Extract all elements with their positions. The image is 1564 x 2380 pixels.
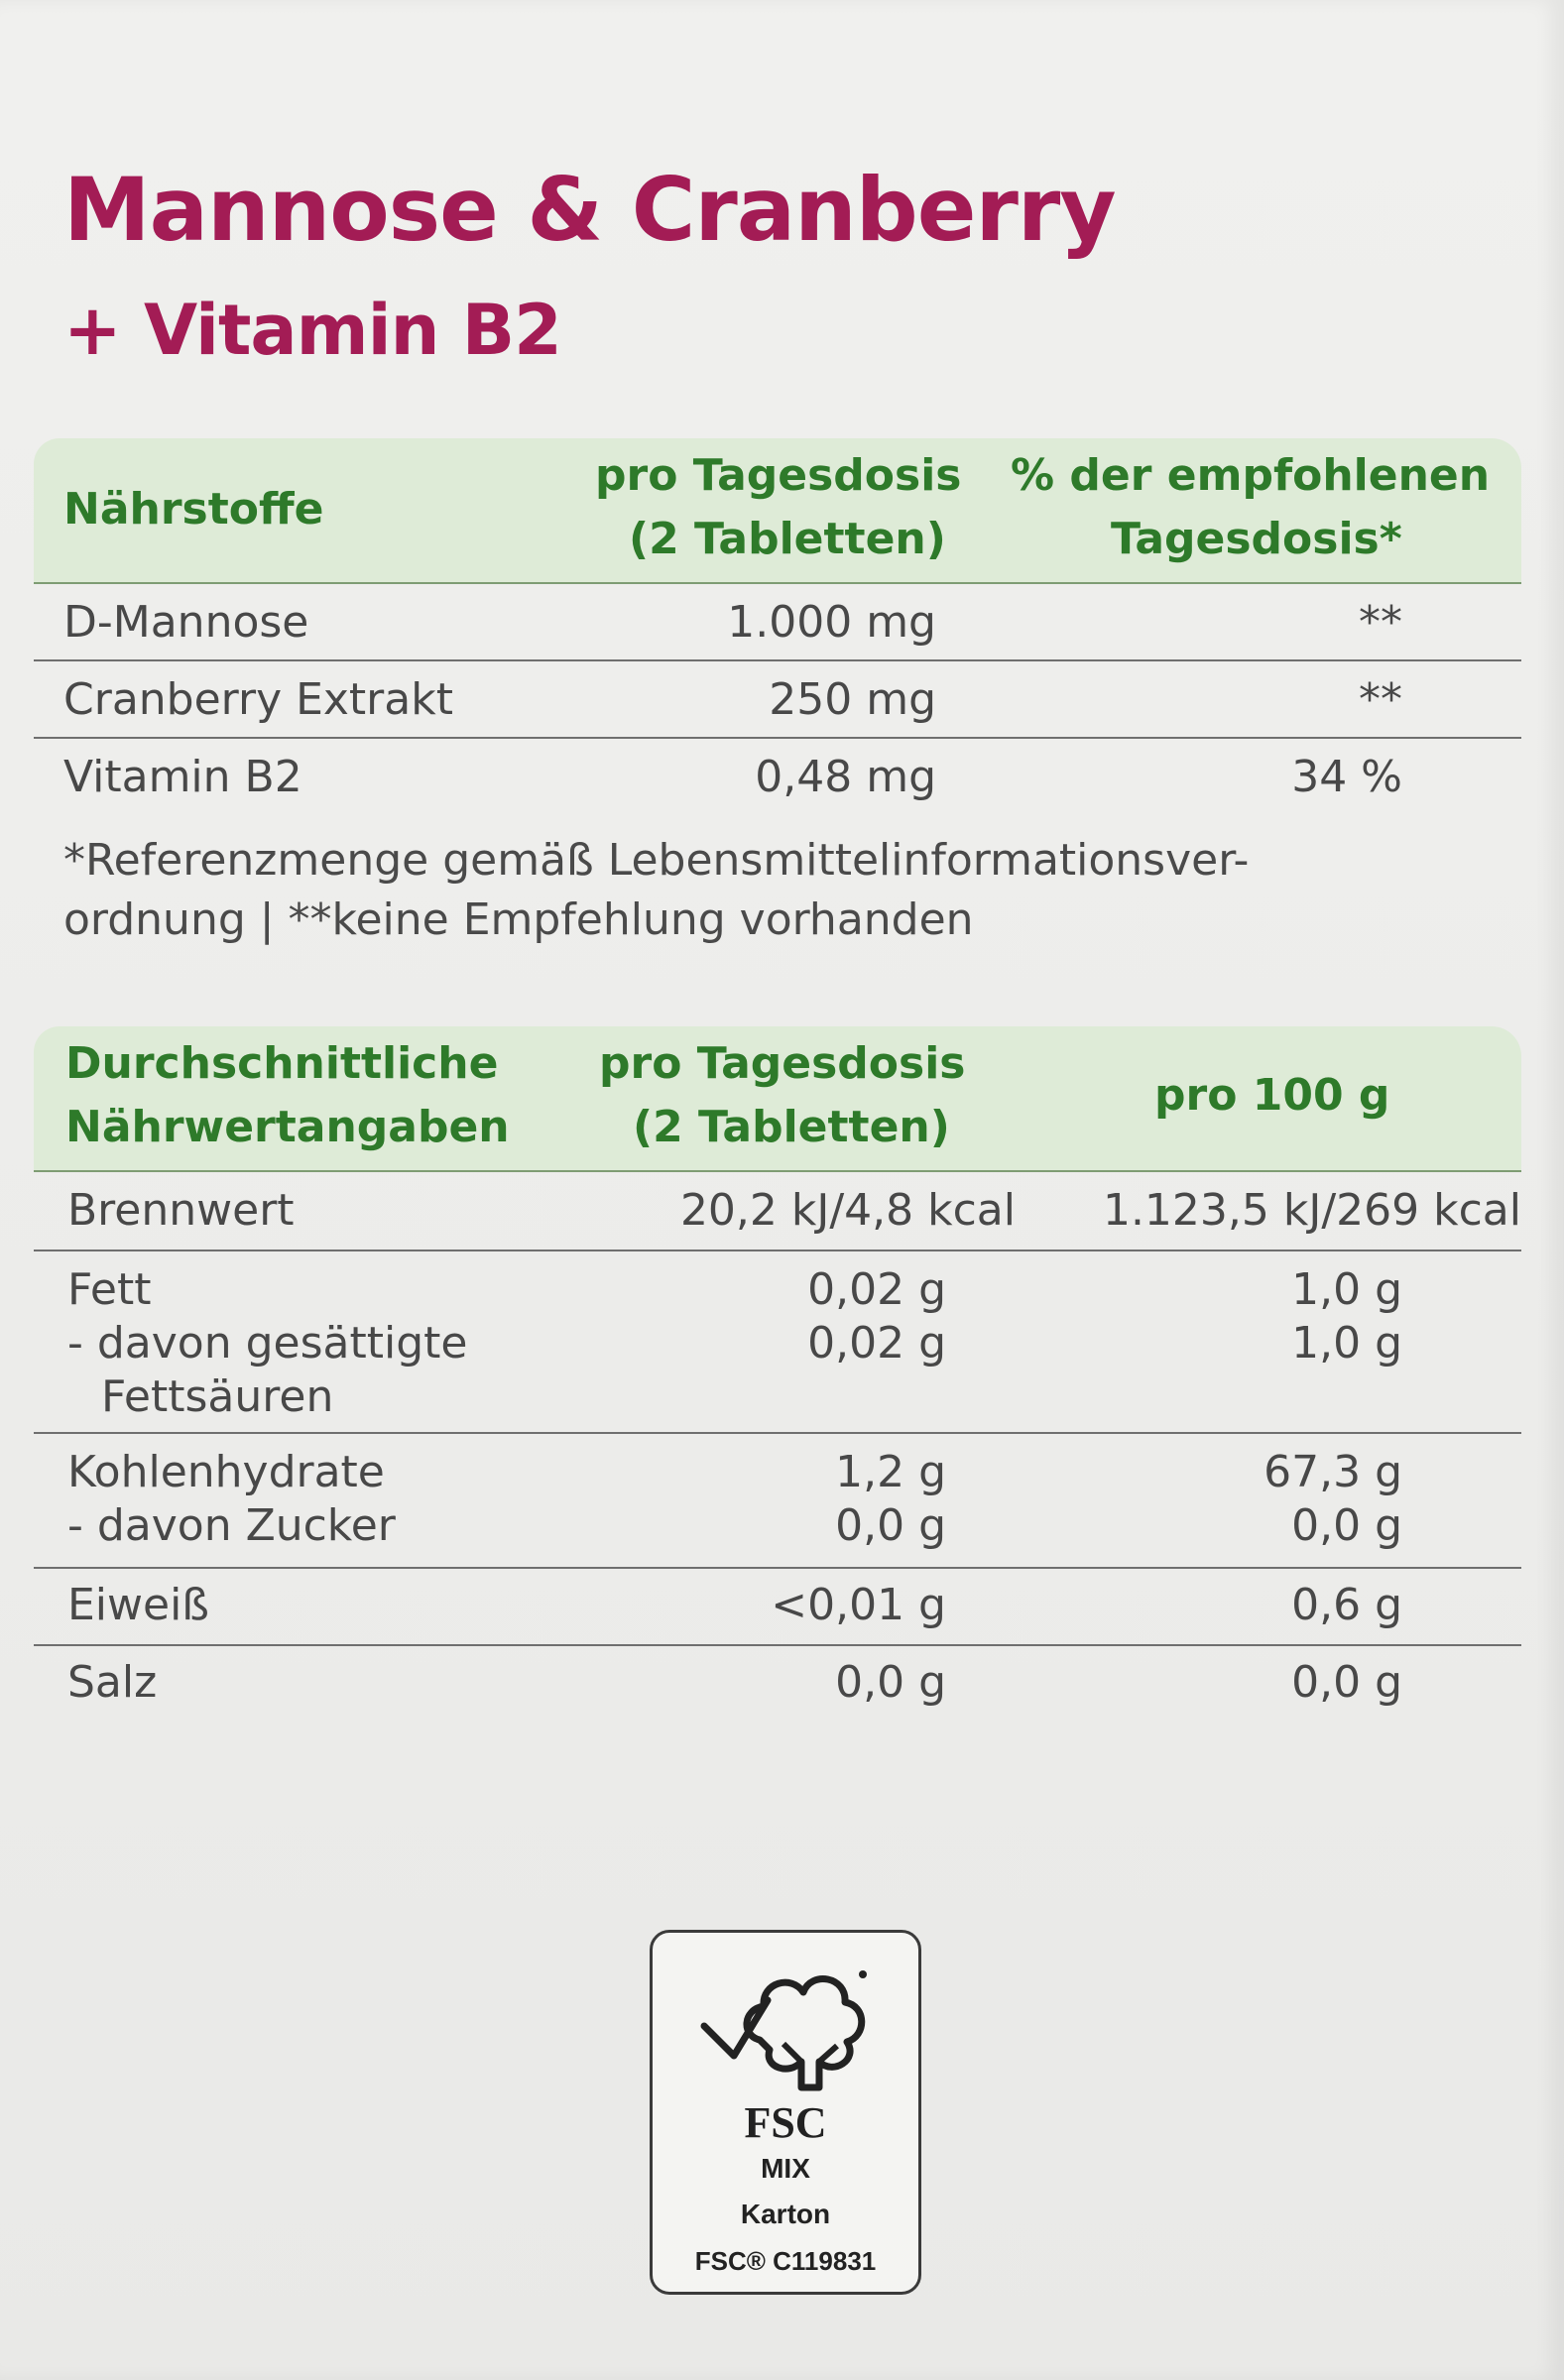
nutrition-daily: 1,2 g — [835, 1447, 946, 1497]
fsc-license: FSC® C119831 — [694, 2246, 877, 2276]
nutrition-sub-daily: 0,0 g — [835, 1500, 946, 1551]
nutrition-daily: 0,02 g — [807, 1264, 946, 1315]
nutrition-per100: 67,3 g — [1263, 1447, 1402, 1497]
nutrition-per100: 0,6 g — [1291, 1580, 1402, 1630]
nutrition-subname: - davon gesättigte — [67, 1318, 468, 1368]
nutrition-daily: 0,0 g — [835, 1657, 946, 1708]
nutrition-table — [34, 1026, 1521, 1722]
nutrition-daily: <0,01 g — [771, 1580, 946, 1630]
table-row — [34, 1172, 1521, 1251]
nutrient-name: D-Mannose — [63, 597, 309, 648]
header-average-line1: Durchschnittliche — [65, 1038, 499, 1089]
product-subtitle: + Vitamin B2 — [63, 290, 561, 371]
nutrition-per100: 1.123,5 kJ/269 kcal — [1102, 1185, 1521, 1236]
header-per-daily-line1: pro Tagesdosis — [595, 450, 962, 501]
nutrient-name: Cranberry Extrakt — [63, 674, 453, 725]
footnote — [63, 831, 1472, 950]
header-per-daily-line2: (2 Tabletten) — [629, 514, 946, 564]
nutrition-per100: 1,0 g — [1291, 1264, 1402, 1315]
fsc-mix: MIX — [761, 2153, 810, 2184]
nutrition-per100: 0,0 g — [1291, 1657, 1402, 1708]
table-row — [34, 584, 1521, 661]
footnote-line2: ordnung | **keine Empfehlung vorhanden — [63, 894, 974, 945]
nutrient-percent: ** — [1359, 597, 1402, 648]
nutrition-name: Brennwert — [67, 1185, 295, 1236]
table-row — [34, 661, 1521, 739]
footnote-line1: *Referenzmenge gemäß Lebensmittelinformationsver- — [63, 835, 1250, 886]
nutrient-name: Vitamin B2 — [63, 752, 302, 802]
nutrient-amount: 1.000 mg — [727, 597, 936, 648]
header-naehrstoffe: Nährstoffe — [63, 484, 324, 535]
header-per-100g: pro 100 g — [1154, 1070, 1390, 1121]
nutrients-table — [34, 438, 1521, 814]
header-percent-line1: % der empfohlenen — [1011, 450, 1491, 501]
fsc-material: Karton — [740, 2199, 831, 2229]
nutrition-daily: 20,2 kJ/4,8 kcal — [679, 1185, 1016, 1236]
nutrients-table-header — [34, 438, 1521, 584]
nutrition-sub-daily: 0,02 g — [807, 1318, 946, 1368]
nutrient-percent: 34 % — [1291, 752, 1402, 802]
nutrition-sub-per100: 0,0 g — [1291, 1500, 1402, 1551]
table-row — [34, 1434, 1521, 1569]
fsc-logo-text: FSC — [744, 2098, 827, 2147]
header-percent-line2: Tagesdosis* — [1111, 514, 1402, 564]
table-row — [34, 1251, 1521, 1434]
nutrient-amount: 250 mg — [769, 674, 936, 725]
header-per-daily-line1: pro Tagesdosis — [599, 1038, 966, 1089]
nutrition-subname-cont: Fettsäuren — [101, 1371, 334, 1422]
fsc-label — [650, 1930, 921, 2295]
header-per-daily-line2: (2 Tabletten) — [633, 1102, 950, 1152]
fsc-tree-icon — [698, 1953, 873, 2101]
nutrient-amount: 0,48 mg — [755, 752, 936, 802]
nutrition-sub-per100: 1,0 g — [1291, 1318, 1402, 1368]
nutrition-subname: - davon Zucker — [67, 1500, 396, 1551]
nutrition-table-header — [34, 1026, 1521, 1172]
nutrition-name: Kohlenhydrate — [67, 1447, 385, 1497]
nutrient-percent: ** — [1359, 674, 1402, 725]
table-row — [34, 1569, 1521, 1646]
table-row — [34, 739, 1521, 814]
nutrition-name: Salz — [67, 1657, 158, 1708]
nutrition-name: Fett — [67, 1264, 152, 1315]
header-average-line2: Nährwertangaben — [65, 1102, 510, 1152]
product-title: Mannose & Cranberry — [63, 159, 1116, 261]
table-row — [34, 1646, 1521, 1722]
nutrition-name: Eiweiß — [67, 1580, 210, 1630]
